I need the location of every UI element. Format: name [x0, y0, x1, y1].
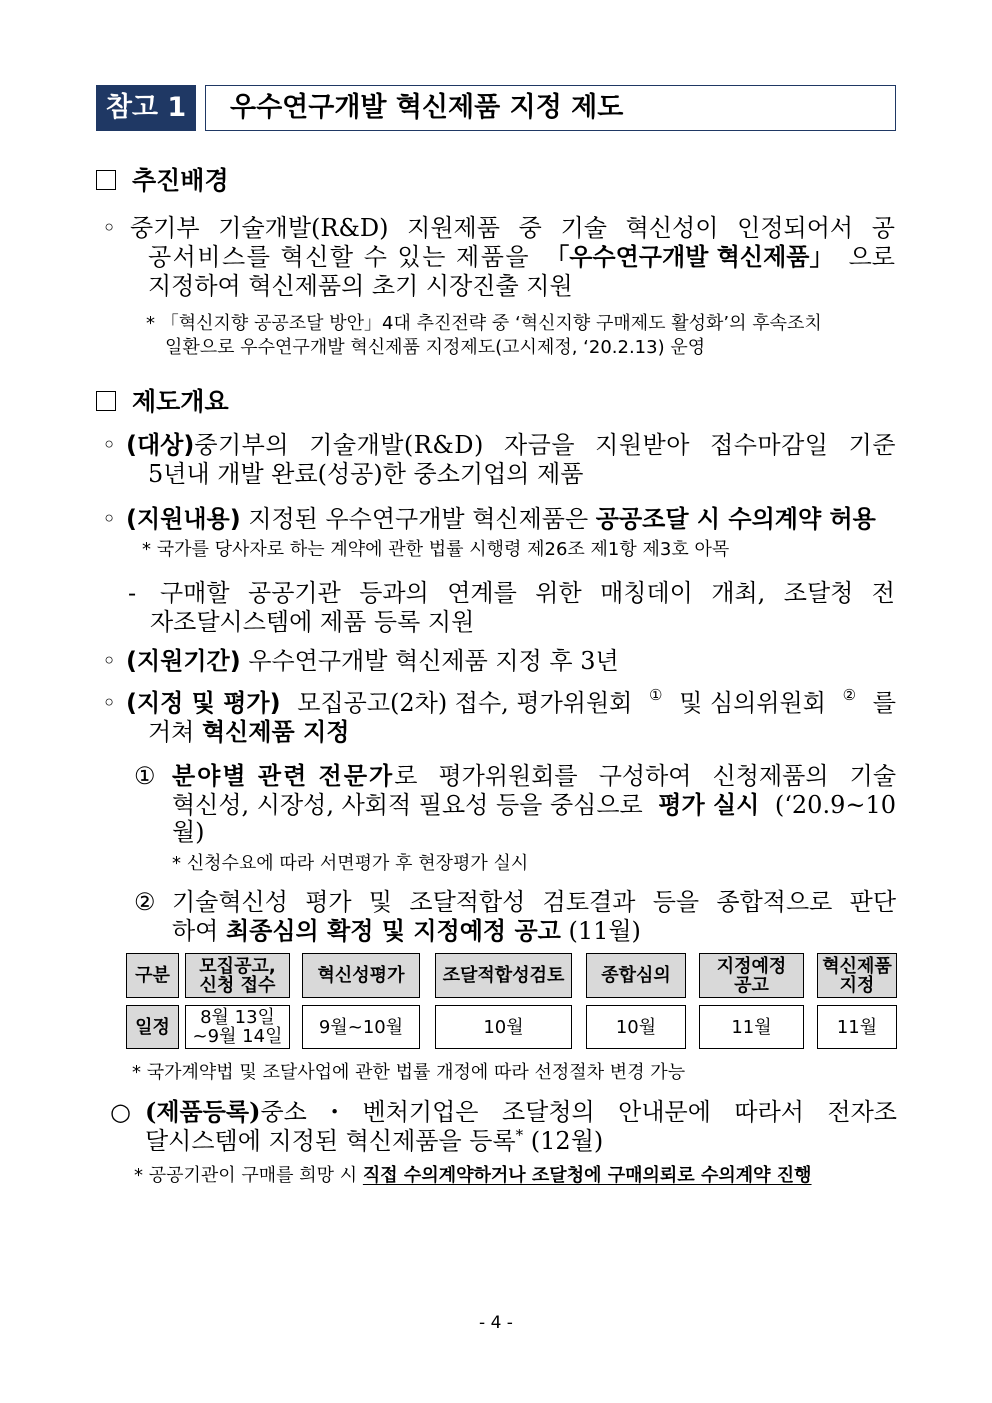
stage-name: 모집공고, 신청 접수: [185, 953, 290, 998]
background-note-line-1: * 「혁신지향 공공조달 방안」4대 추진전략 중 ‘혁신지향 구매제도 활성화’의 후속조치: [146, 313, 822, 334]
background-line-2: 공서비스를 혁신할 수 있는 제품을 「우수연구개발 혁신제품」 으로: [148, 243, 895, 271]
background-line-3: 지정하여 혁신제품의 초기 시장진출 지원: [148, 272, 573, 300]
schedule-header-label: 구분: [126, 953, 179, 998]
step1-line-2: 혁신성, 시장성, 사회적 필요성 등을 중심으로 평가 실시 (‘20.9~10: [172, 791, 896, 819]
step2-line-1: 기술혁신성 평가 및 조달적합성 검토결과 등을 종합적으로 판단: [172, 888, 896, 916]
registration-note: * 공공기관이 구매를 희망 시 직접 수의계약하거나 조달청에 구매의뢰로 수의계약 진행: [134, 1165, 812, 1186]
stage-date: 10월: [435, 1005, 572, 1049]
step2-line-2: 하여 최종심의 확정 및 지정예정 공고 (11월): [172, 917, 641, 945]
section-heading-background: 추진배경: [96, 164, 229, 198]
support-dash-line-2: 자조달시스템에 제품 등록 지원: [150, 608, 475, 636]
designation-line-2: 거쳐 혁신제품 지정: [148, 718, 350, 746]
stage-date: 10월: [586, 1005, 686, 1049]
background-line-1: 중기부 기술개발(R&D) 지원제품 중 기술 혁신성이 인정되어서 공: [130, 214, 895, 242]
registration-line-1: (제품등록) 중소・벤처기업은 조달청의 안내문에 따라서 전자조: [145, 1097, 897, 1126]
step1-line-3: 월): [172, 818, 205, 846]
bullet: ◦: [102, 505, 117, 533]
step1-note: * 신청수요에 따라 서면평가 후 현장평가 실시: [172, 853, 529, 874]
step-number-2: ②: [134, 888, 156, 916]
support-dash-line-1: 구매할 공공기관 등과의 연계를 위한 매칭데이 개최, 조달청 전: [160, 579, 895, 607]
stage-name: 조달적합성검토: [435, 953, 572, 998]
stage-name: 혁신제품 지정: [817, 953, 897, 998]
stage-name: 지정예정 공고: [699, 953, 804, 998]
stage-date: 9월~10월: [302, 1005, 420, 1049]
background-note-line-2: 일환으로 우수연구개발 혁신제품 지정제도(고시제정, ‘20.2.13) 운영: [165, 337, 706, 358]
target-line-2: 5년내 개발 완료(성공)한 중소기업의 제품: [148, 460, 584, 488]
registration-line-2: 달시스템에 지정된 혁신제품을 등록* (12월): [145, 1126, 604, 1155]
target-line-1: (대상) 중기부의 기술개발(R&D) 자금을 지원받아 접수마감일 기준: [126, 431, 896, 459]
checkbox-square-icon: [96, 391, 116, 411]
section-heading-overview: 제도개요: [96, 385, 229, 419]
designation-line-1: (지정 및 평가) 모집공고(2차) 접수, 평가위원회 ① 및 심의위원회 ② 를: [126, 686, 896, 717]
stage-date: 8월 13일 ~9월 14일: [185, 1005, 290, 1049]
bullet: ◦: [102, 431, 117, 459]
page-number: - 4 -: [479, 1313, 513, 1333]
stage-name: 종합심의: [586, 953, 686, 998]
schedule-value-label: 일정: [126, 1005, 179, 1049]
step-number-1: ①: [134, 762, 156, 790]
support-line: (지원내용) 지정된 우수연구개발 혁신제품은 공공조달 시 수의계약 허용: [126, 505, 876, 533]
emphasis-term: 「우수연구개발 혁신제품」: [545, 243, 834, 271]
dash-marker: -: [128, 579, 137, 607]
support-note: * 국가를 당사자로 하는 계약에 관한 법률 시행령 제26조 제1항 제3호 아목: [142, 539, 730, 560]
stage-date: 11월: [699, 1005, 804, 1049]
bullet: ○: [110, 1098, 131, 1126]
stage-date: 11월: [817, 1005, 897, 1049]
stage-name: 혁신성평가: [302, 953, 420, 998]
schedule-note: * 국가계약법 및 조달사업에 관한 법률 개정에 따라 선정절차 변경 가능: [132, 1062, 686, 1083]
bullet: ◦: [102, 647, 117, 675]
bullet: ◦: [102, 214, 117, 242]
reference-label: 참고 1: [96, 85, 196, 131]
bullet: ◦: [102, 689, 117, 717]
checkbox-square-icon: [96, 170, 116, 190]
step1-line-1: 분야별 관련 전문가 로 평가위원회를 구성하여 신청제품의 기술: [172, 762, 896, 790]
period-line: (지원기간) 우수연구개발 혁신제품 지정 후 3년: [126, 647, 619, 675]
page-title: 우수연구개발 혁신제품 지정 제도: [205, 85, 896, 131]
